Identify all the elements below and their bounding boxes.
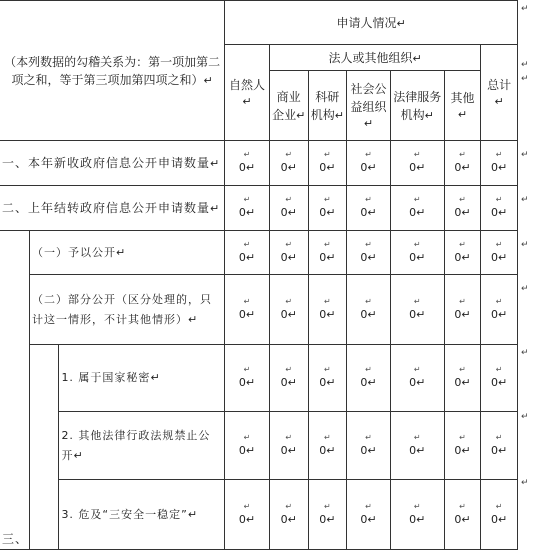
value-cell <box>269 480 308 550</box>
cell-value: 0 <box>238 376 246 389</box>
value-cell <box>481 275 518 345</box>
para-mark: ↵ <box>367 307 377 321</box>
cell-value: 0 <box>360 443 368 457</box>
cell-value: 0 <box>409 443 417 457</box>
cell-value: 0 <box>491 206 499 219</box>
para-mark: ↵ <box>498 206 508 219</box>
cell-value: 0 <box>319 376 327 389</box>
section-3-cell <box>0 231 29 550</box>
row-end-mark: ↵ <box>521 74 529 84</box>
value-cell <box>481 345 518 412</box>
cell-mark: ↵ <box>285 239 293 249</box>
cell-mark: ↵ <box>495 296 503 306</box>
cell-mark: ↵ <box>365 150 372 159</box>
value-cell <box>308 345 347 412</box>
cell-value: 0 <box>454 206 462 219</box>
cell-mark: ↵ <box>413 150 421 159</box>
row-end-mark: ↵ <box>521 348 529 358</box>
cell-value: 0 <box>280 512 288 526</box>
para-mark: ↵ <box>334 108 344 122</box>
cell-mark: ↵ <box>285 195 293 204</box>
para-mark: ↵ <box>115 245 126 259</box>
col-business-label: 商业企业 <box>272 89 301 122</box>
cell-value: 0 <box>454 307 462 321</box>
value-cell <box>269 186 308 231</box>
value-cell <box>444 412 481 480</box>
cell-mark: ↵ <box>495 195 503 204</box>
cell-mark: ↵ <box>413 432 421 442</box>
value-cell <box>308 231 347 275</box>
para-mark: ↵ <box>287 376 297 389</box>
row-label: （二）部分公开（区分处理的，只计这一情形，不计其他情形） <box>31 292 212 326</box>
cell-value: 0 <box>409 206 417 219</box>
para-mark: ↵ <box>296 108 306 122</box>
para-mark: ↵ <box>461 512 471 526</box>
cell-mark: ↵ <box>413 239 421 249</box>
cell-mark: ↵ <box>413 296 421 306</box>
cell-mark: ↵ <box>459 195 466 204</box>
row-label-cell <box>59 345 225 412</box>
cell-value: 0 <box>319 206 327 219</box>
para-mark: ↵ <box>461 250 471 264</box>
applicant-group-label: 申请人情况 <box>336 15 397 30</box>
cell-value: 0 <box>409 307 417 321</box>
para-mark: ↵ <box>245 443 256 457</box>
para-mark: ↵ <box>498 250 508 264</box>
para-mark: ↵ <box>326 307 336 321</box>
para-mark: ↵ <box>424 108 434 122</box>
row-end-markers <box>519 0 553 539</box>
value-cell <box>225 275 270 345</box>
cell-mark: ↵ <box>323 365 331 374</box>
para-mark: ↵ <box>498 161 508 174</box>
para-mark: ↵ <box>367 206 377 219</box>
cell-value: 0 <box>491 512 499 526</box>
cell-mark: ↵ <box>459 432 466 442</box>
cell-mark: ↵ <box>365 239 372 249</box>
row-label: 3. 危及“三安全一稳定” <box>61 507 188 521</box>
row-end-mark: ↵ <box>521 412 529 422</box>
para-mark: ↵ <box>367 250 377 264</box>
row-end-mark: ↵ <box>521 478 529 488</box>
cell-mark: ↵ <box>365 501 372 511</box>
value-cell <box>347 231 391 275</box>
cell-value: 0 <box>409 250 417 264</box>
col-social-header <box>347 71 391 141</box>
cell-mark: ↵ <box>365 296 372 306</box>
cell-value: 0 <box>454 161 462 174</box>
para-mark: ↵ <box>498 307 508 321</box>
para-mark: ↵ <box>461 161 471 174</box>
para-mark: ↵ <box>416 307 426 321</box>
col-other-label: 其他 <box>450 90 475 105</box>
para-mark: ↵ <box>498 512 508 526</box>
value-cell <box>481 186 518 231</box>
cell-value: 0 <box>238 443 246 457</box>
cell-mark: ↵ <box>413 501 421 511</box>
col-other-header <box>444 71 481 141</box>
row-label-cell <box>0 141 225 186</box>
cell-value: 0 <box>360 512 368 526</box>
value-cell <box>444 231 481 275</box>
row-end-mark: ↵ <box>521 150 529 160</box>
row-end-mark: ↵ <box>521 284 529 294</box>
para-mark: ↵ <box>461 443 471 457</box>
cell-mark: ↵ <box>285 501 293 511</box>
value-cell <box>390 480 444 550</box>
para-mark: ↵ <box>210 157 220 170</box>
para-mark: ↵ <box>461 376 471 389</box>
value-cell <box>269 412 308 480</box>
para-mark: ↵ <box>326 161 336 174</box>
para-mark: ↵ <box>326 250 336 264</box>
para-mark: ↵ <box>287 307 297 321</box>
para-mark: ↵ <box>416 443 426 457</box>
para-mark: ↵ <box>287 206 297 219</box>
cell-mark: ↵ <box>459 365 466 374</box>
cell-value: 0 <box>454 250 462 264</box>
para-mark: ↵ <box>416 376 426 389</box>
cell-value: 0 <box>280 161 288 174</box>
value-cell <box>308 480 347 550</box>
value-cell <box>225 345 270 412</box>
value-cell <box>444 186 481 231</box>
value-cell <box>225 231 270 275</box>
value-cell <box>444 345 481 412</box>
para-mark: ↵ <box>287 443 297 457</box>
cell-mark: ↵ <box>323 501 331 511</box>
cell-value: 0 <box>360 250 368 264</box>
cell-value: 0 <box>280 206 288 219</box>
value-cell <box>225 412 270 480</box>
cell-value: 0 <box>280 307 288 321</box>
value-cell <box>269 275 308 345</box>
table-row <box>0 412 518 480</box>
cell-mark: ↵ <box>495 501 503 511</box>
value-cell <box>444 480 481 550</box>
col-natural-header <box>225 45 270 141</box>
cell-value: 0 <box>454 376 462 389</box>
para-mark: ↵ <box>73 448 83 462</box>
cell-value: 0 <box>280 250 288 264</box>
cell-mark: ↵ <box>495 239 503 249</box>
value-cell <box>308 275 347 345</box>
para-mark: ↵ <box>367 161 377 174</box>
row-label: 1. 属于国家秘密 <box>61 371 151 384</box>
row-label-cell <box>0 186 225 231</box>
para-mark: ↵ <box>203 73 213 87</box>
cell-mark: ↵ <box>243 195 251 204</box>
para-mark: ↵ <box>416 206 426 219</box>
cell-mark: ↵ <box>285 432 293 442</box>
cell-mark: ↵ <box>323 432 331 442</box>
para-mark: ↵ <box>187 507 198 521</box>
cell-value: 0 <box>319 161 327 174</box>
cell-mark: ↵ <box>459 150 466 159</box>
cell-mark: ↵ <box>243 501 251 511</box>
para-mark: ↵ <box>326 206 336 219</box>
cell-value: 0 <box>238 307 246 321</box>
cell-value: 0 <box>360 307 368 321</box>
cell-mark: ↵ <box>365 432 372 442</box>
table-row <box>0 186 518 231</box>
value-cell <box>308 186 347 231</box>
para-mark: ↵ <box>367 376 377 389</box>
cell-mark: ↵ <box>323 239 331 249</box>
para-mark: ↵ <box>245 161 256 174</box>
para-mark: ↵ <box>287 512 297 526</box>
applicant-group-header <box>225 1 518 45</box>
para-mark: ↵ <box>412 51 422 65</box>
row-label-cell <box>29 231 224 275</box>
cell-mark: ↵ <box>243 150 251 159</box>
value-cell <box>225 141 270 186</box>
value-cell <box>347 480 391 550</box>
cell-mark: ↵ <box>459 296 466 306</box>
cell-value: 0 <box>319 443 327 457</box>
col-law-label: 法律服务机构 <box>393 89 442 122</box>
value-cell <box>481 231 518 275</box>
cell-value: 0 <box>409 376 417 389</box>
col-research-label: 科研机构 <box>310 89 340 122</box>
cell-value: 0 <box>491 161 499 174</box>
para-mark: ↵ <box>326 512 336 526</box>
table-row <box>0 275 518 345</box>
cell-value: 0 <box>238 161 246 174</box>
row-label: （一）予以公开 <box>31 245 116 259</box>
note-cell <box>0 1 225 141</box>
cell-mark: ↵ <box>495 150 503 159</box>
row-label-cell <box>59 480 225 550</box>
cell-value: 0 <box>238 206 246 219</box>
row-end-mark: ↵ <box>521 60 529 70</box>
cell-mark: ↵ <box>243 239 251 249</box>
para-mark: ↵ <box>245 307 256 321</box>
value-cell <box>390 186 444 231</box>
para-mark: ↵ <box>245 512 256 526</box>
row-label-cell <box>59 412 225 480</box>
cell-mark: ↵ <box>285 296 293 306</box>
para-mark: ↵ <box>363 116 374 130</box>
para-mark: ↵ <box>287 161 297 174</box>
table-row <box>0 345 518 412</box>
cell-value: 0 <box>491 376 499 389</box>
cell-value: 0 <box>491 443 499 457</box>
para-mark: ↵ <box>461 307 471 321</box>
cell-value: 0 <box>360 376 368 389</box>
value-cell <box>347 345 391 412</box>
row-label: 二、上年结转政府信息公开申请数量 <box>2 201 211 215</box>
cell-value: 0 <box>454 443 462 457</box>
cell-mark: ↵ <box>365 365 372 374</box>
cell-value: 0 <box>491 250 499 264</box>
value-cell <box>225 480 270 550</box>
para-mark: ↵ <box>498 376 508 389</box>
col-natural-label: 自然人 <box>229 77 266 92</box>
cell-value: 0 <box>238 250 246 264</box>
cell-value: 0 <box>319 307 327 321</box>
value-cell <box>481 412 518 480</box>
table-row <box>0 480 518 550</box>
cell-mark: ↵ <box>413 195 421 204</box>
value-cell <box>269 231 308 275</box>
col-social-label: 社会公益组织 <box>350 81 387 114</box>
cell-value: 0 <box>454 512 462 526</box>
para-mark: ↵ <box>326 443 336 457</box>
value-cell <box>308 141 347 186</box>
cell-mark: ↵ <box>459 501 466 511</box>
para-mark: ↵ <box>416 250 426 264</box>
cell-mark: ↵ <box>285 150 293 159</box>
cell-mark: ↵ <box>243 365 251 374</box>
legal-group-header <box>269 45 480 71</box>
para-mark: ↵ <box>461 206 471 219</box>
para-mark: ↵ <box>326 376 336 389</box>
value-cell <box>347 186 391 231</box>
para-mark: ↵ <box>494 94 504 108</box>
value-cell <box>390 231 444 275</box>
cell-mark: ↵ <box>243 296 251 306</box>
para-mark: ↵ <box>396 16 406 30</box>
value-cell <box>444 275 481 345</box>
row-end-mark: ↵ <box>521 195 529 205</box>
cell-mark: ↵ <box>285 365 293 374</box>
cell-value: 0 <box>319 250 327 264</box>
value-cell <box>444 141 481 186</box>
cell-mark: ↵ <box>495 432 503 442</box>
cell-value: 0 <box>409 161 417 174</box>
value-cell <box>269 141 308 186</box>
section-3-label: 三、 <box>2 532 29 546</box>
para-mark: ↵ <box>416 161 426 174</box>
cell-value: 0 <box>409 512 417 526</box>
value-cell <box>390 412 444 480</box>
note-text: （本列数据的勾稽关系为：第一项加第二项之和，等于第三项加第四项之和） <box>4 54 221 87</box>
col-research-header <box>308 71 347 141</box>
para-mark: ↵ <box>416 512 426 526</box>
row-label: 一、本年新收政府信息公开申请数量 <box>2 156 211 170</box>
col-law-header <box>390 71 444 141</box>
para-mark: ↵ <box>245 206 256 219</box>
legal-group-label: 法人或其他组织 <box>328 50 413 65</box>
cell-value: 0 <box>280 376 288 389</box>
cell-mark: ↵ <box>413 365 421 374</box>
table-row <box>0 141 518 186</box>
row-label-cell <box>29 275 224 345</box>
cell-value: 0 <box>360 206 368 219</box>
para-mark: ↵ <box>498 443 508 457</box>
cell-value: 0 <box>238 512 246 526</box>
para-mark: ↵ <box>245 250 256 264</box>
row-label: 2. 其他法律行政法规禁止公开 <box>61 428 211 462</box>
para-mark: ↵ <box>187 312 198 326</box>
cell-value: 0 <box>360 161 368 174</box>
spacer-cell <box>29 345 58 550</box>
cell-value: 0 <box>491 307 499 321</box>
cell-mark: ↵ <box>323 296 331 306</box>
cell-value: 0 <box>280 443 288 457</box>
para-mark: ↵ <box>242 94 252 108</box>
para-mark: ↵ <box>367 443 377 457</box>
cell-mark: ↵ <box>365 195 372 204</box>
value-cell <box>390 141 444 186</box>
value-cell <box>390 345 444 412</box>
cell-mark: ↵ <box>243 432 251 442</box>
value-cell <box>308 412 347 480</box>
value-cell <box>347 412 391 480</box>
table-row <box>0 231 518 275</box>
cell-mark: ↵ <box>459 239 466 249</box>
row-end-mark: ↵ <box>521 4 529 14</box>
cell-mark: ↵ <box>323 150 331 159</box>
col-total-header <box>481 45 518 141</box>
col-business-header <box>269 71 308 141</box>
col-total-label: 总计 <box>487 77 512 92</box>
row-end-mark: ↵ <box>521 240 529 250</box>
value-cell <box>347 141 391 186</box>
cell-mark: ↵ <box>495 365 503 374</box>
value-cell <box>225 186 270 231</box>
value-cell <box>481 141 518 186</box>
para-mark: ↵ <box>457 107 468 121</box>
para-mark: ↵ <box>150 371 160 384</box>
para-mark: ↵ <box>245 376 256 389</box>
para-mark: ↵ <box>367 512 377 526</box>
para-mark: ↵ <box>210 202 220 215</box>
value-cell <box>481 480 518 550</box>
value-cell <box>269 345 308 412</box>
value-cell <box>347 275 391 345</box>
cell-mark: ↵ <box>323 195 331 204</box>
value-cell <box>390 275 444 345</box>
para-mark: ↵ <box>287 250 297 264</box>
cell-value: 0 <box>319 512 327 526</box>
